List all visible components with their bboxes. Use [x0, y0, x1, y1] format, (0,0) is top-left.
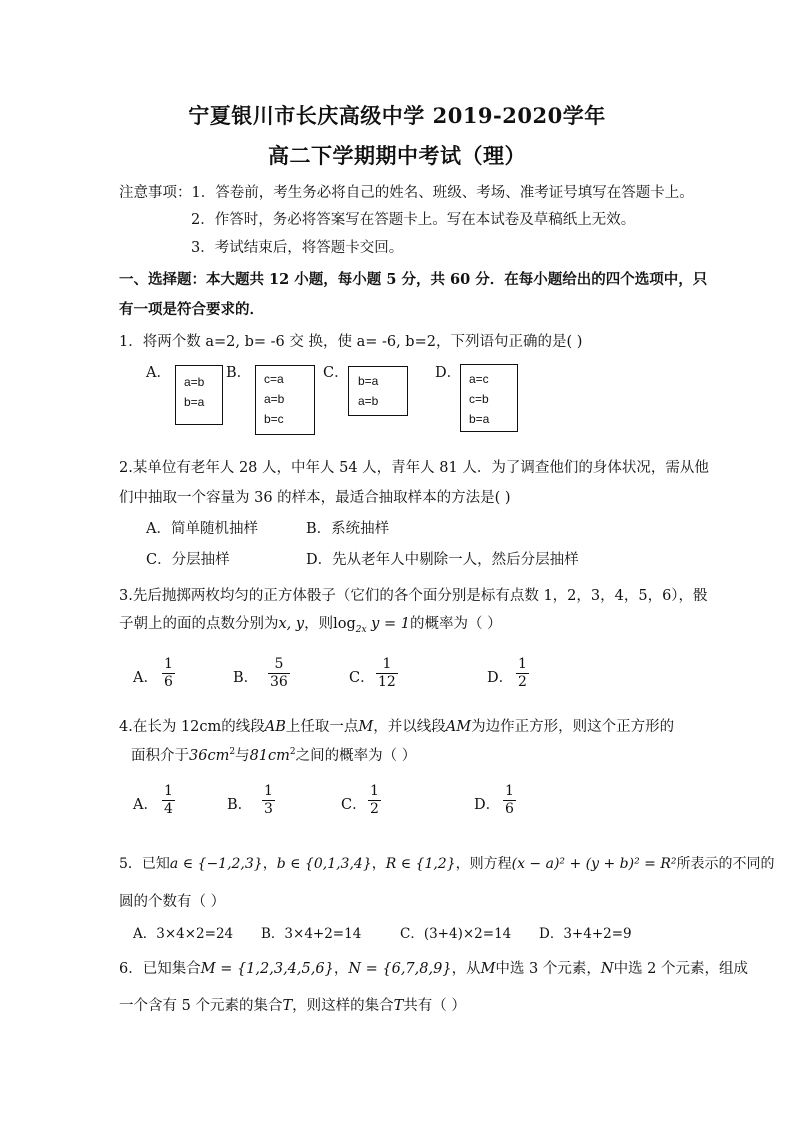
q4-d-num: 1	[505, 783, 514, 799]
q4-ab: AB	[264, 719, 286, 735]
q4-option-c-label: C．	[341, 797, 367, 813]
q1-option-b-box	[255, 365, 315, 435]
q4-option-b-label: B．	[227, 797, 253, 813]
q3-option-c-fraction	[376, 656, 398, 691]
q3-option-d-label: D．	[487, 670, 514, 686]
q2-stem-line2: 们中抽取一个容量为 36 的样本，最适合抽取样本的方法是( )	[119, 490, 511, 506]
q1-d-line3: b=a	[469, 412, 490, 426]
q4-option-a-fraction	[162, 783, 175, 818]
q4-stem-line2	[131, 744, 416, 765]
q4-option-d-fraction	[503, 783, 516, 818]
section-1-heading: 一、选择题：本大题共 12 小题，每小题 5 分，共 60 分．在每小题给出的四个选项中，只	[119, 271, 708, 288]
q6-stem-line2	[119, 994, 466, 1015]
q6-set-n: N = {6,7,8,9}	[348, 961, 452, 977]
q2-option-b: B．系统抽样	[306, 521, 390, 537]
q1-d-line1: a=c	[469, 372, 489, 386]
note-1: 注意事项：1．答卷前，考生务必将自己的姓名、班级、考场、准考证号填写在答题卡上。	[119, 185, 694, 201]
q4-b-den: 3	[264, 801, 273, 817]
q3-stem-line2	[119, 612, 502, 635]
note-3: 3．考试结束后，将答题卡交回。	[191, 240, 404, 256]
q6-text-d: 中选 2 个元素，组成	[613, 961, 749, 977]
q1-c-line1: b=a	[358, 374, 379, 388]
q3-option-a-fraction	[162, 656, 175, 691]
q4-stem-line1	[119, 715, 674, 736]
q3-vars: x, y	[278, 616, 305, 632]
q5-set-b: b ∈ {0,1,3,4}	[276, 856, 372, 872]
q4-text-c: ，并以线段	[373, 719, 446, 735]
q3-text-b: ，则	[304, 616, 334, 632]
q6-set-m: M = {1,2,3,4,5,6}	[200, 961, 334, 977]
q4-area-1: 36cm	[189, 748, 230, 764]
q6-text-g: 共有（ ）	[403, 998, 466, 1014]
q3-d-den: 2	[518, 674, 527, 690]
q3-text-c: 的概率为（ ）	[409, 616, 502, 632]
q5-comma-2: ，	[371, 856, 386, 872]
note-2: 2．作答时，务必将答案写在答题卡上。写在本试卷及草稿纸上无效。	[191, 212, 636, 228]
q3-b-den: 36	[270, 674, 288, 690]
q5-option-a: A．3×4×2=24	[133, 926, 234, 942]
q1-option-d-label: D．	[435, 365, 462, 381]
q3-option-b-fraction	[268, 656, 290, 691]
q4-a-den: 4	[164, 801, 173, 817]
q1-b-line3: b=c	[264, 412, 284, 426]
q5-set-r: R ∈ {1,2}	[385, 856, 456, 872]
q4-c-num: 1	[370, 783, 379, 799]
q1-option-b-label: B．	[226, 365, 252, 381]
q6-text-a: 6．已知集合	[119, 961, 201, 977]
q2-option-d: D．先从老年人中剔除一人，然后分层抽样	[306, 552, 579, 568]
q5-comma-1: ，	[262, 856, 277, 872]
q4-option-d-label: D．	[474, 797, 501, 813]
q1-option-a-box	[175, 365, 223, 425]
q6-m: M	[480, 961, 496, 977]
q6-text-b: ，从	[451, 961, 481, 977]
q6-stem-line1	[119, 957, 748, 978]
q4-text-f: 与	[235, 748, 250, 764]
q5-stem-line1	[119, 853, 775, 873]
q5-text-a: 5．已知	[119, 856, 170, 872]
q3-option-b-label: B．	[233, 670, 259, 686]
q4-d-den: 6	[505, 801, 514, 817]
q3-option-c-label: C．	[349, 670, 375, 686]
q3-c-num: 1	[382, 656, 392, 672]
q4-am: AM	[445, 719, 472, 735]
q3-a-den: 6	[164, 674, 173, 690]
q5-option-d: D．3+4+2=9	[539, 926, 632, 942]
q4-text-b: 上任取一点	[285, 719, 359, 735]
q6-t2: T	[393, 998, 404, 1014]
q5-set-a: a ∈ {−1,2,3}	[169, 856, 263, 872]
q3-b-num: 5	[274, 656, 284, 672]
q1-option-d-box	[460, 364, 518, 432]
q1-option-c-box	[348, 366, 408, 416]
q1-d-line2: c=b	[469, 392, 489, 406]
q1-option-c-label: C．	[323, 365, 349, 381]
q6-text-f: ，则这样的集合	[292, 998, 394, 1014]
q2-option-c: C．分层抽样	[146, 552, 230, 568]
q3-log-eq: y = 1	[366, 616, 410, 632]
q6-text-c: 中选 3 个元素，	[495, 961, 601, 977]
q3-d-num: 1	[518, 656, 527, 672]
q4-option-c-fraction	[368, 783, 381, 818]
q6-t: T	[282, 998, 293, 1014]
q3-log-base: 2x	[355, 624, 367, 635]
q1-option-a-label: A．	[146, 365, 171, 381]
q2-option-a: A．简单随机抽样	[146, 521, 258, 537]
q4-text-a: 4.在长为 12cm的线段	[119, 719, 265, 735]
q1-a-line1: a=b	[184, 375, 205, 389]
q4-option-b-fraction	[262, 783, 275, 818]
q1-c-line2: a=b	[358, 394, 379, 408]
q4-area-1-exp: 2	[229, 747, 236, 758]
section-1-heading-cont: 有一项是符合要求的．	[119, 301, 264, 318]
q6-comma: ，	[333, 961, 349, 977]
q4-m: M	[358, 719, 374, 735]
exam-title: 宁夏银川市长庆高级中学 2019-2020学年	[188, 103, 606, 128]
q4-option-a-label: A．	[133, 797, 158, 813]
exam-subtitle: 高二下学期期中考试（理）	[268, 143, 526, 168]
q4-text-e: 面积介于	[131, 748, 189, 764]
q5-option-c: C．(3+4)×2=14	[400, 926, 512, 942]
q4-a-num: 1	[164, 783, 173, 799]
q4-area-2: 81cm	[249, 748, 290, 764]
q6-n: N	[600, 961, 614, 977]
q5-text-b: ，则方程	[455, 856, 512, 872]
q1-b-line1: c=a	[264, 372, 284, 386]
q3-text-a: 子朝上的面的点数分别为	[119, 616, 279, 632]
q4-text-d: 为边作正方形，则这个正方形的	[471, 719, 675, 735]
q4-area-2-exp: 2	[289, 747, 296, 758]
q4-b-num: 1	[264, 783, 273, 799]
q1-stem: 1．将两个数 a=2, b= -6 交 换，使 a= -6, b=2，下列语句正确的是( )	[119, 334, 583, 350]
q4-c-den: 2	[370, 801, 379, 817]
q5-equation: (x − a)² + (y + b)² = R²	[511, 856, 677, 872]
q4-text-g: 之间的概率为（ ）	[295, 748, 417, 764]
q3-option-d-fraction	[516, 656, 529, 691]
q3-log: log	[333, 616, 356, 632]
q2-stem-line1: 2.某单位有老年人 28 人，中年人 54 人，青年人 81 人．为了调查他们的身体状况，需从他	[119, 460, 709, 476]
q5-option-b: B．3×4+2=14	[261, 926, 362, 942]
q5-stem-line2: 圆的个数有（ ）	[119, 894, 226, 910]
q3-option-a-label: A．	[133, 670, 158, 686]
q5-text-c: 所表示的不同的	[676, 856, 775, 872]
q3-a-num: 1	[164, 656, 173, 672]
q1-a-line2: b=a	[184, 395, 205, 409]
q6-text-e: 一个含有 5 个元素的集合	[119, 998, 283, 1014]
q1-b-line2: a=b	[264, 392, 285, 406]
q3-c-den: 12	[378, 674, 396, 690]
q3-stem-line1: 3.先后抛掷两枚均匀的正方体骰子（它们的各个面分别是标有点数 1，2，3，4，5，6），骰	[119, 588, 708, 604]
